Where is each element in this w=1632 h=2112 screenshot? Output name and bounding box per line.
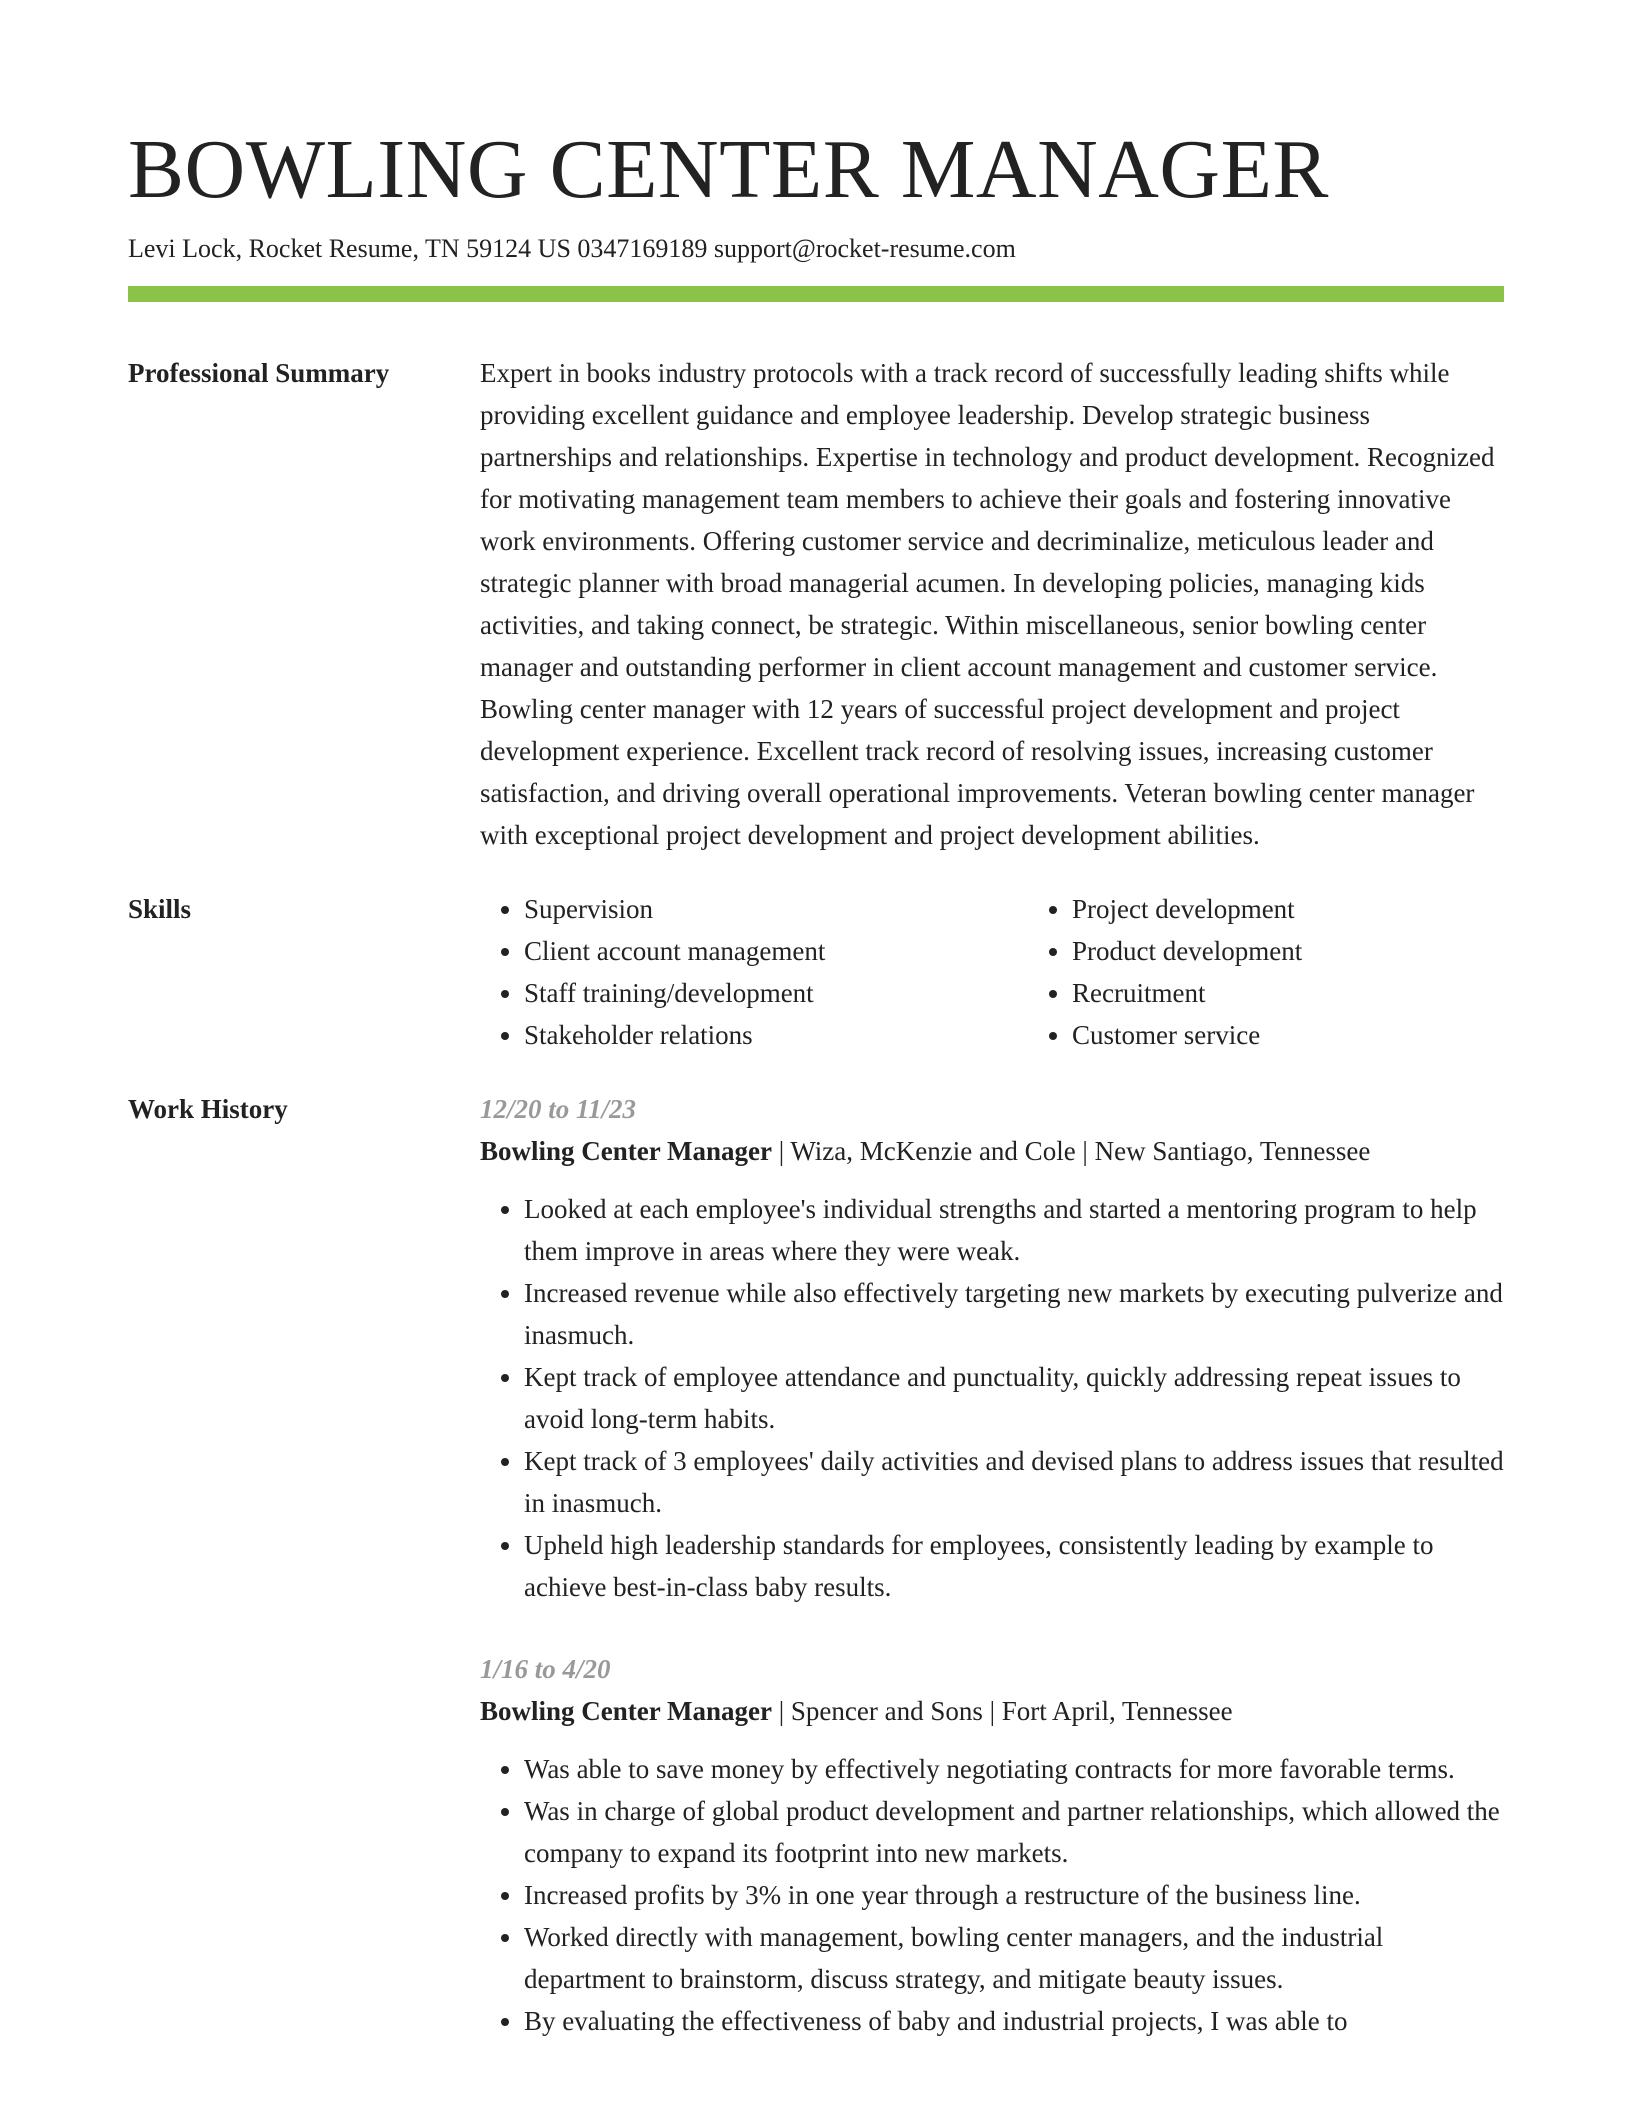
section-heading-skills: Skills [128, 894, 192, 924]
job-heading [480, 1130, 1504, 1172]
job-dates: 1/16 to 4/20 [480, 1654, 611, 1684]
job-bullet-list [480, 1188, 1504, 1608]
job-company-location: | Spencer and Sons | Fort April, Tennessee [771, 1696, 1233, 1726]
job-bullet: • Kept track of 3 employees' daily activities and devised plans to address issues that resulted in inasmuch. [524, 1440, 1504, 1524]
skills-list-right [1028, 888, 1576, 1056]
skill-item: • Staff training/development [524, 972, 1028, 1014]
job-bullet: • Increased revenue while also effectively targeting new markets by executing pulverize and inasmuch. [524, 1272, 1504, 1356]
job-entry [480, 1088, 1504, 1608]
skill-item: • Customer service [1072, 1014, 1576, 1056]
resume-title: BOWLING CENTER MANAGER [128, 123, 1329, 216]
skill-item: • Project development [1072, 888, 1576, 930]
skill-item: • Product development [1072, 930, 1576, 972]
accent-divider [128, 286, 1504, 302]
skills-list-left [480, 888, 1028, 1056]
job-bullet: • Was able to save money by effectively negotiating contracts for more favorable terms. [524, 1748, 1504, 1790]
job-entry [480, 1648, 1504, 2042]
contact-line: Levi Lock, Rocket Resume, TN 59124 US 0347169189 support@rocket-resume.com [128, 234, 1016, 263]
section-heading-professional-summary: Professional Summary [128, 358, 390, 388]
professional-summary-section [128, 352, 1504, 856]
work-history-section [128, 1088, 1504, 2042]
job-bullet: • By evaluating the effectiveness of baby and industrial projects, I was able to [524, 2000, 1504, 2042]
job-bullet: • Increased profits by 3% in one year through a restructure of the business line. [524, 1874, 1504, 1916]
job-bullet: • Kept track of employee attendance and punctuality, quickly addressing repeat issues to avoid long-term habits. [524, 1356, 1504, 1440]
job-bullet: • Was in charge of global product development and partner relationships, which allowed the company to expand its footprint into new markets. [524, 1790, 1504, 1874]
job-title: Bowling Center Manager [480, 1696, 772, 1726]
job-dates: 12/20 to 11/23 [480, 1094, 637, 1124]
skill-item: • Stakeholder relations [524, 1014, 1028, 1056]
skills-grid [480, 888, 1576, 1056]
section-heading-work-history: Work History [128, 1094, 288, 1124]
skill-item: • Recruitment [1072, 972, 1576, 1014]
skill-item: • Client account management [524, 930, 1028, 972]
job-bullet: • Looked at each employee's individual strengths and started a mentoring program to help them improve in areas where they were weak. [524, 1188, 1504, 1272]
job-bullet-list [480, 1748, 1504, 2042]
job-bullet: • Worked directly with management, bowling center managers, and the industrial department to brainstorm, discuss strategy, and mitigate beauty issues. [524, 1916, 1504, 2000]
job-heading [480, 1690, 1504, 1732]
summary-paragraph: Expert in books industry protocols with a track record of successfully leading shifts while providing excellent guidance and employee leadership. Develop strategic business partnerships and relationships. Expertise in technology and product development. Recognized for motivating management team members to achieve their goals and fostering innovative work environments. Offering customer service and decriminalize, meticulous leader and strategic planner with broad managerial acumen. In developing policies, managing kids activities, and taking connect, be strategic. Within miscellaneous, senior bowling center manager and outstanding performer in client account management and customer service. Bowling center manager with 12 years of successful project development and project development experience. Excellent track record of resolving issues, increasing customer satisfaction, and driving overall operational improvements. Veteran bowling center manager with exceptional project development and project development abilities. [480, 358, 1495, 850]
skill-item: • Supervision [524, 888, 1028, 930]
job-company-location: | Wiza, McKenzie and Cole | New Santiago, Tennessee [771, 1136, 1371, 1166]
resume-page [128, 0, 1504, 2042]
skills-section [128, 888, 1504, 1056]
job-bullet: • Upheld high leadership standards for employees, consistently leading by example to achieve best-in-class baby results. [524, 1524, 1504, 1608]
job-title: Bowling Center Manager [480, 1136, 772, 1166]
